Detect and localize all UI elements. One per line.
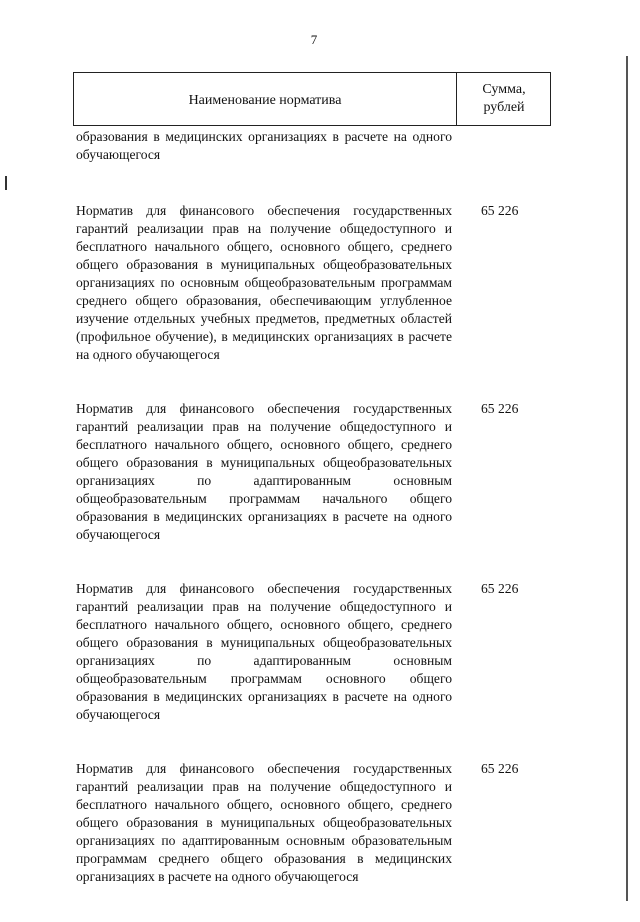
header-sum: [458, 81, 550, 117]
table-row: [76, 202, 556, 364]
row-text: Норматив для финансового обеспечения государственных гарантий реализации прав на получение общедоступного и бесплатного начального общего, основного общего, среднего общего образования в муниципальных общеобразовательных организациях по адаптированным основным образовательным программам среднего общего образования в медицинских организациях в расчете на одного обучающегося: [76, 761, 452, 884]
row-sum: 65 226: [481, 761, 519, 776]
row-text: Норматив для финансового обеспечения государственных гарантий реализации прав на получение общедоступного и бесплатного начального общего, основного общего, среднего общего образования в муниципальных общеобразовательных организациях по адаптированным основным общеобразовательным программам основного общего образования в медицинских организациях в расчете на одного обучающегося: [76, 581, 452, 722]
row-text: Норматив для финансового обеспечения государственных гарантий реализации прав на получение общедоступного и бесплатного начального общего, основного общего, среднего общего образования в муниципальных общеобразовательных организациях по основным общеобразовательным программам среднего общего образования, обеспечивающим углубленное изучение отдельных учебных предметов, предметных областей (профильное обучение), в медицинских организациях в расчете на одного обучающегося: [76, 203, 452, 362]
scan-edge-mark: [626, 56, 628, 901]
table-body: [76, 128, 556, 922]
row-sum: 65 226: [481, 401, 519, 416]
row-text: Норматив для финансового обеспечения государственных гарантий реализации прав на получение общедоступного и бесплатного начального общего, основного общего, среднего общего образования в муниципальных общеобразовательных организациях по адаптированным основным общеобразовательным программам начального общего образования в медицинских организациях в расчете на одного обучающегося: [76, 401, 452, 542]
table-row: [76, 400, 556, 544]
table-row: [76, 760, 556, 886]
header-divider: [456, 73, 457, 125]
table-header: [73, 72, 551, 126]
header-name: Наименование норматива: [188, 93, 342, 108]
continuation-row: [76, 128, 556, 164]
header-sum-line2: рублей: [483, 100, 525, 115]
continuation-text: образования в медицинских организациях в расчете на одного обучающегося: [76, 129, 452, 162]
row-sum: 65 226: [481, 203, 519, 218]
header-sum-line1: Сумма,: [482, 82, 526, 97]
table-row: [76, 580, 556, 724]
row-sum: 65 226: [481, 581, 519, 596]
scan-edge-mark: [5, 176, 7, 190]
page-number: 7: [310, 32, 318, 47]
